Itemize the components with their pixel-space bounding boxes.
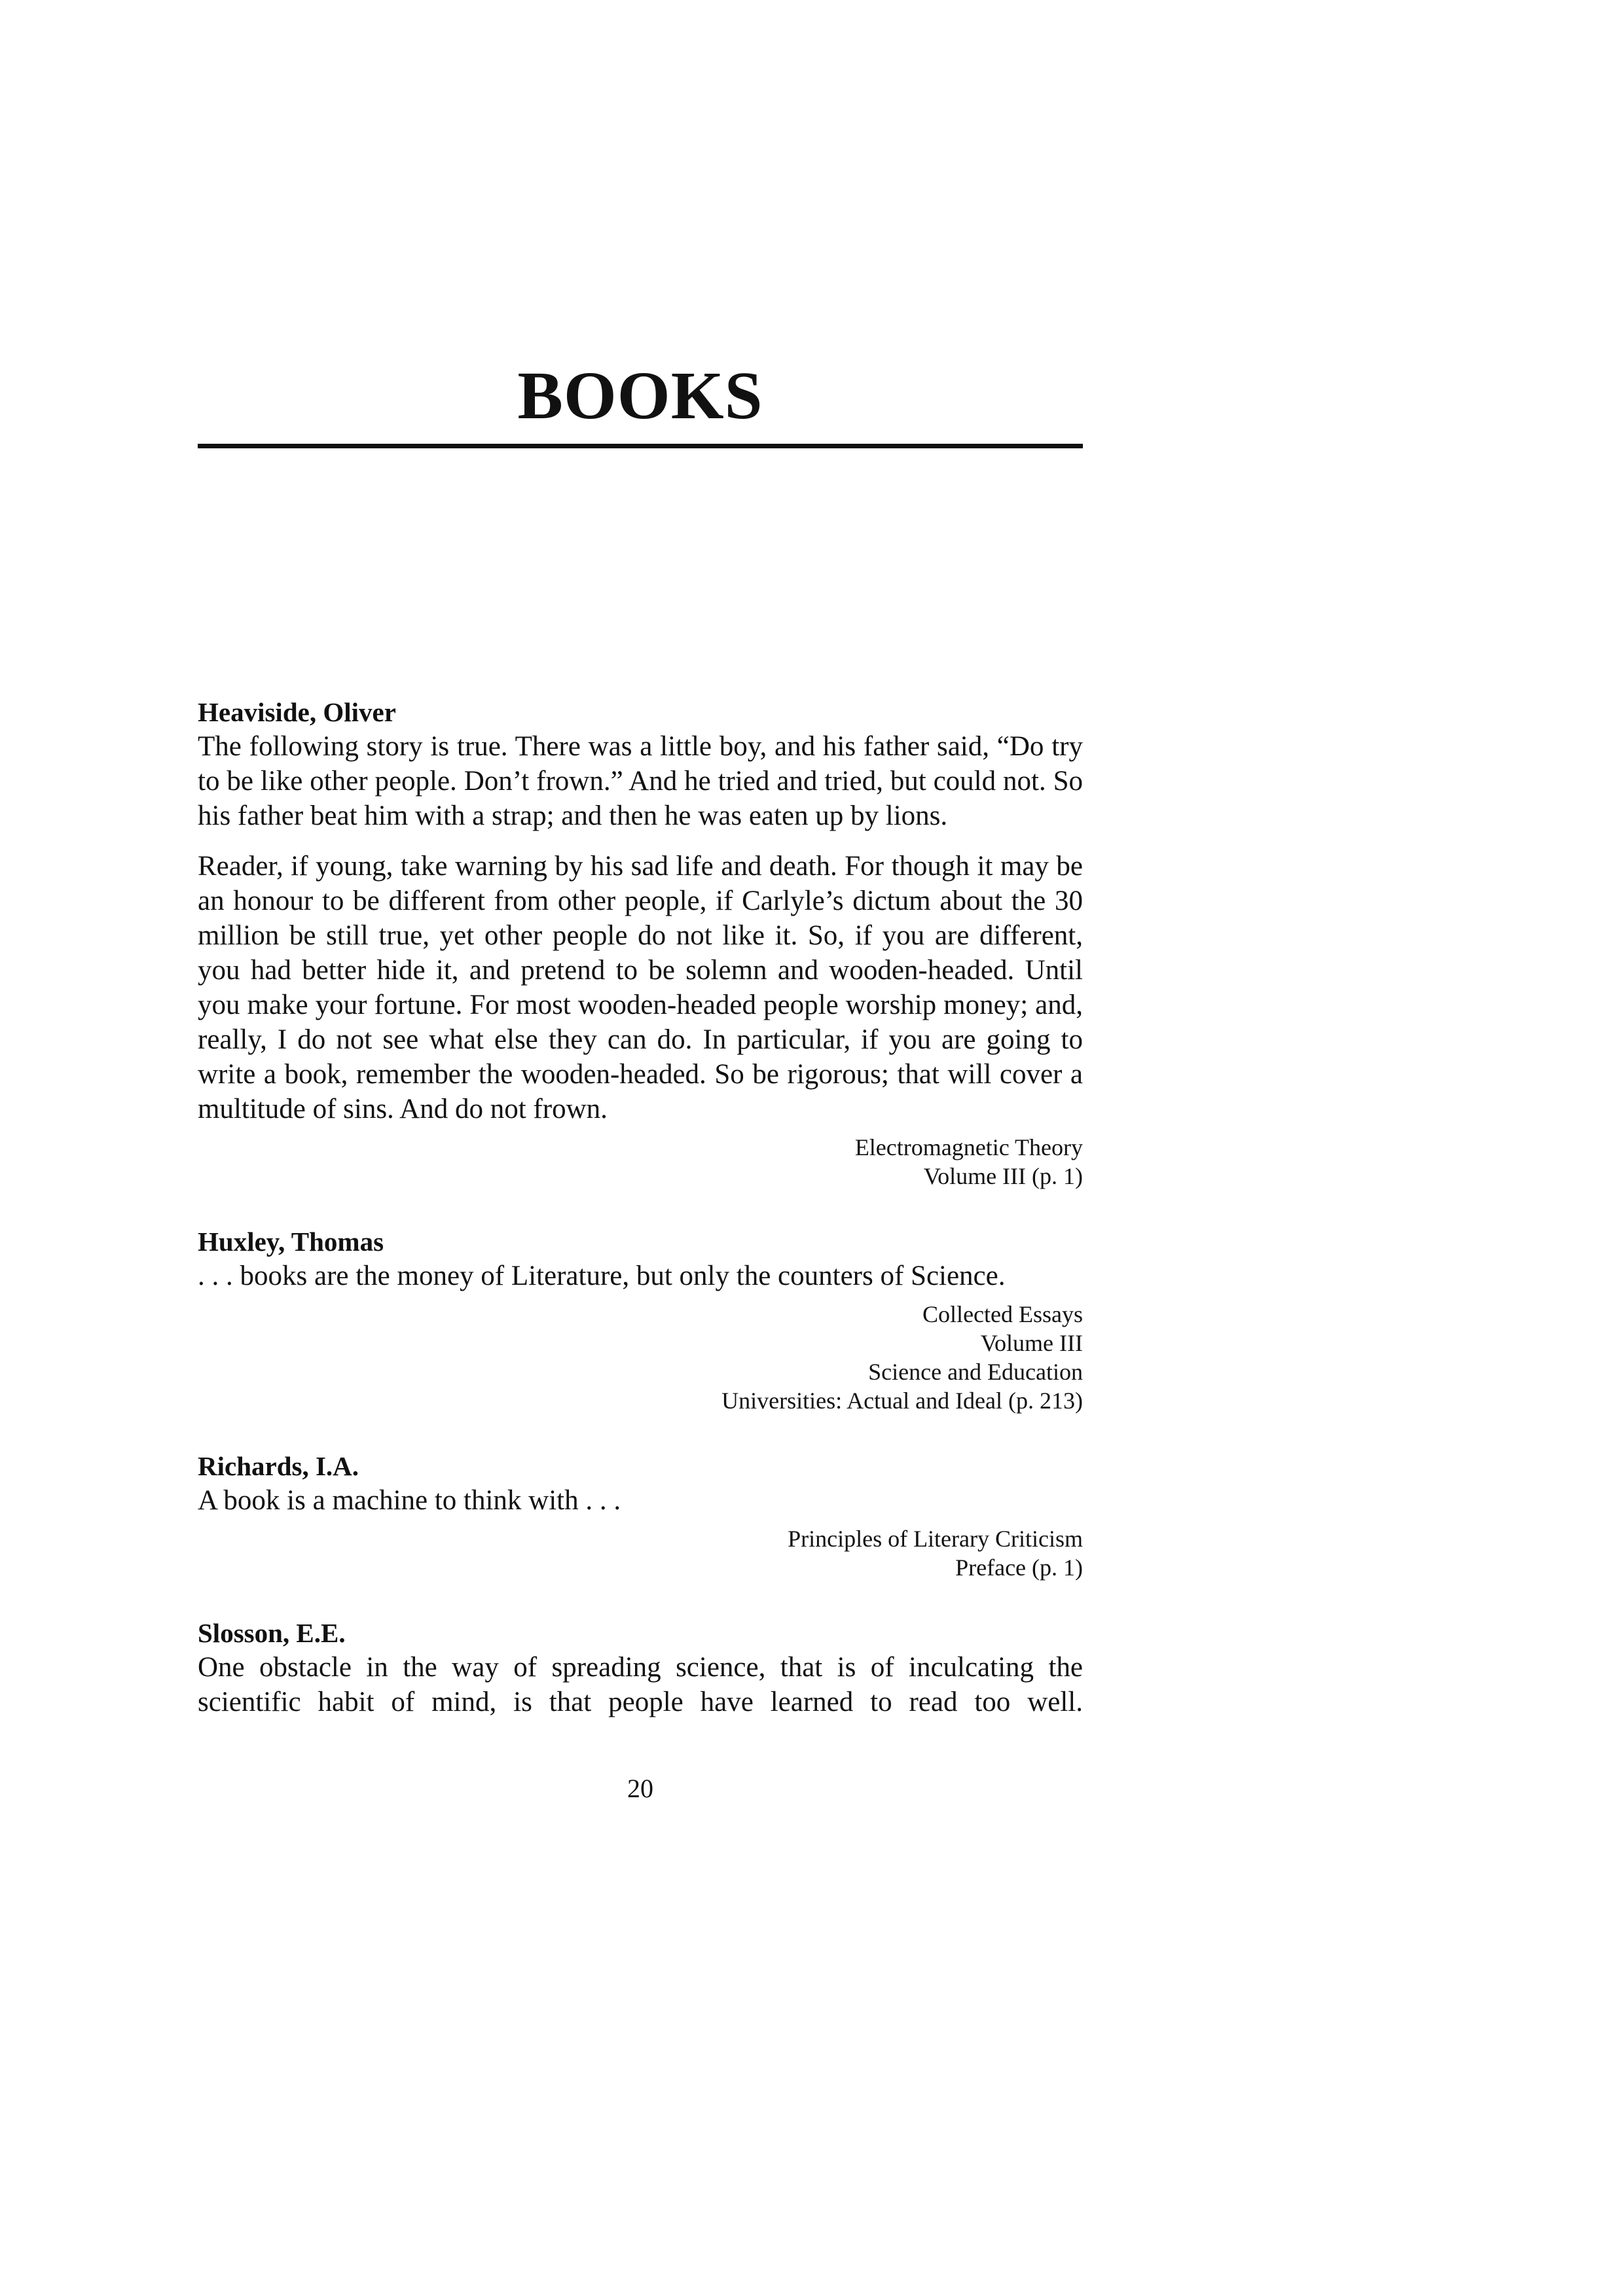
entry-author: Heaviside, Oliver (198, 697, 396, 727)
quotation-paragraph: One obstacle in the way of spreading science, that is of inculcating the scientific habit of mind, is that people have learned to read too well. (198, 1652, 1083, 1717)
quotation-paragraph: . . . books are the money of Literature, but only the counters of Science. (198, 1261, 1006, 1291)
quotation-paragraph: Reader, if young, take warning by his sad life and death. For though it may be an honour to be different from other people, if Carlyle’s dictum about the 30 million be still true, yet other people do not like it. So, if you are different, you had better hide it, and pretend to be solemn and wooden-headed. Until you make your fortune. For most wooden-headed people worship money; and, really, I do not see what else they can do. In particular, if you are going to write a book, remember the wooden-headed. So be rigorous; that will cover a multitude of sins. And do not frown. (198, 851, 1083, 1124)
entry-source (198, 1300, 1083, 1415)
source-detail: Universities: Actual and Ideal (p. 213) (721, 1388, 1083, 1414)
source-work-title: Electromagnetic Theory (854, 1134, 1083, 1160)
entry-author: Huxley, Thomas (198, 1227, 384, 1257)
source-detail: Volume III (p. 1) (923, 1163, 1083, 1189)
entry-source (198, 1524, 1083, 1582)
quotation-list (198, 695, 1083, 1753)
entry-author: Richards, I.A. (198, 1451, 359, 1481)
source-detail: Preface (p. 1) (955, 1554, 1083, 1581)
quotation-entry-huxley (198, 1225, 1083, 1415)
entry-source (198, 1133, 1083, 1191)
quotation-paragraph: The following story is true. There was a little boy, and his father said, “Do try to be like other people. Don’t frown.” And he tried and tried, but could not. So his father beat him with a strap; and then he was eaten up by lions. (198, 731, 1083, 831)
quotation-entry-richards (198, 1449, 1083, 1582)
title-rule (198, 444, 1083, 448)
source-detail: Volume III (980, 1330, 1083, 1356)
quotation-paragraph: A book is a machine to think with . . . (198, 1485, 621, 1516)
source-detail: Science and Education (868, 1359, 1083, 1385)
quotation-entry-heaviside (198, 695, 1083, 1191)
page-number: 20 (627, 1774, 653, 1803)
entry-author: Slosson, E.E. (198, 1618, 346, 1648)
quotation-entry-slosson (198, 1616, 1083, 1719)
source-work-title: Principles of Literary Criticism (788, 1526, 1083, 1552)
source-work-title: Collected Essays (922, 1301, 1083, 1327)
chapter-title: BOOKS (517, 358, 763, 433)
